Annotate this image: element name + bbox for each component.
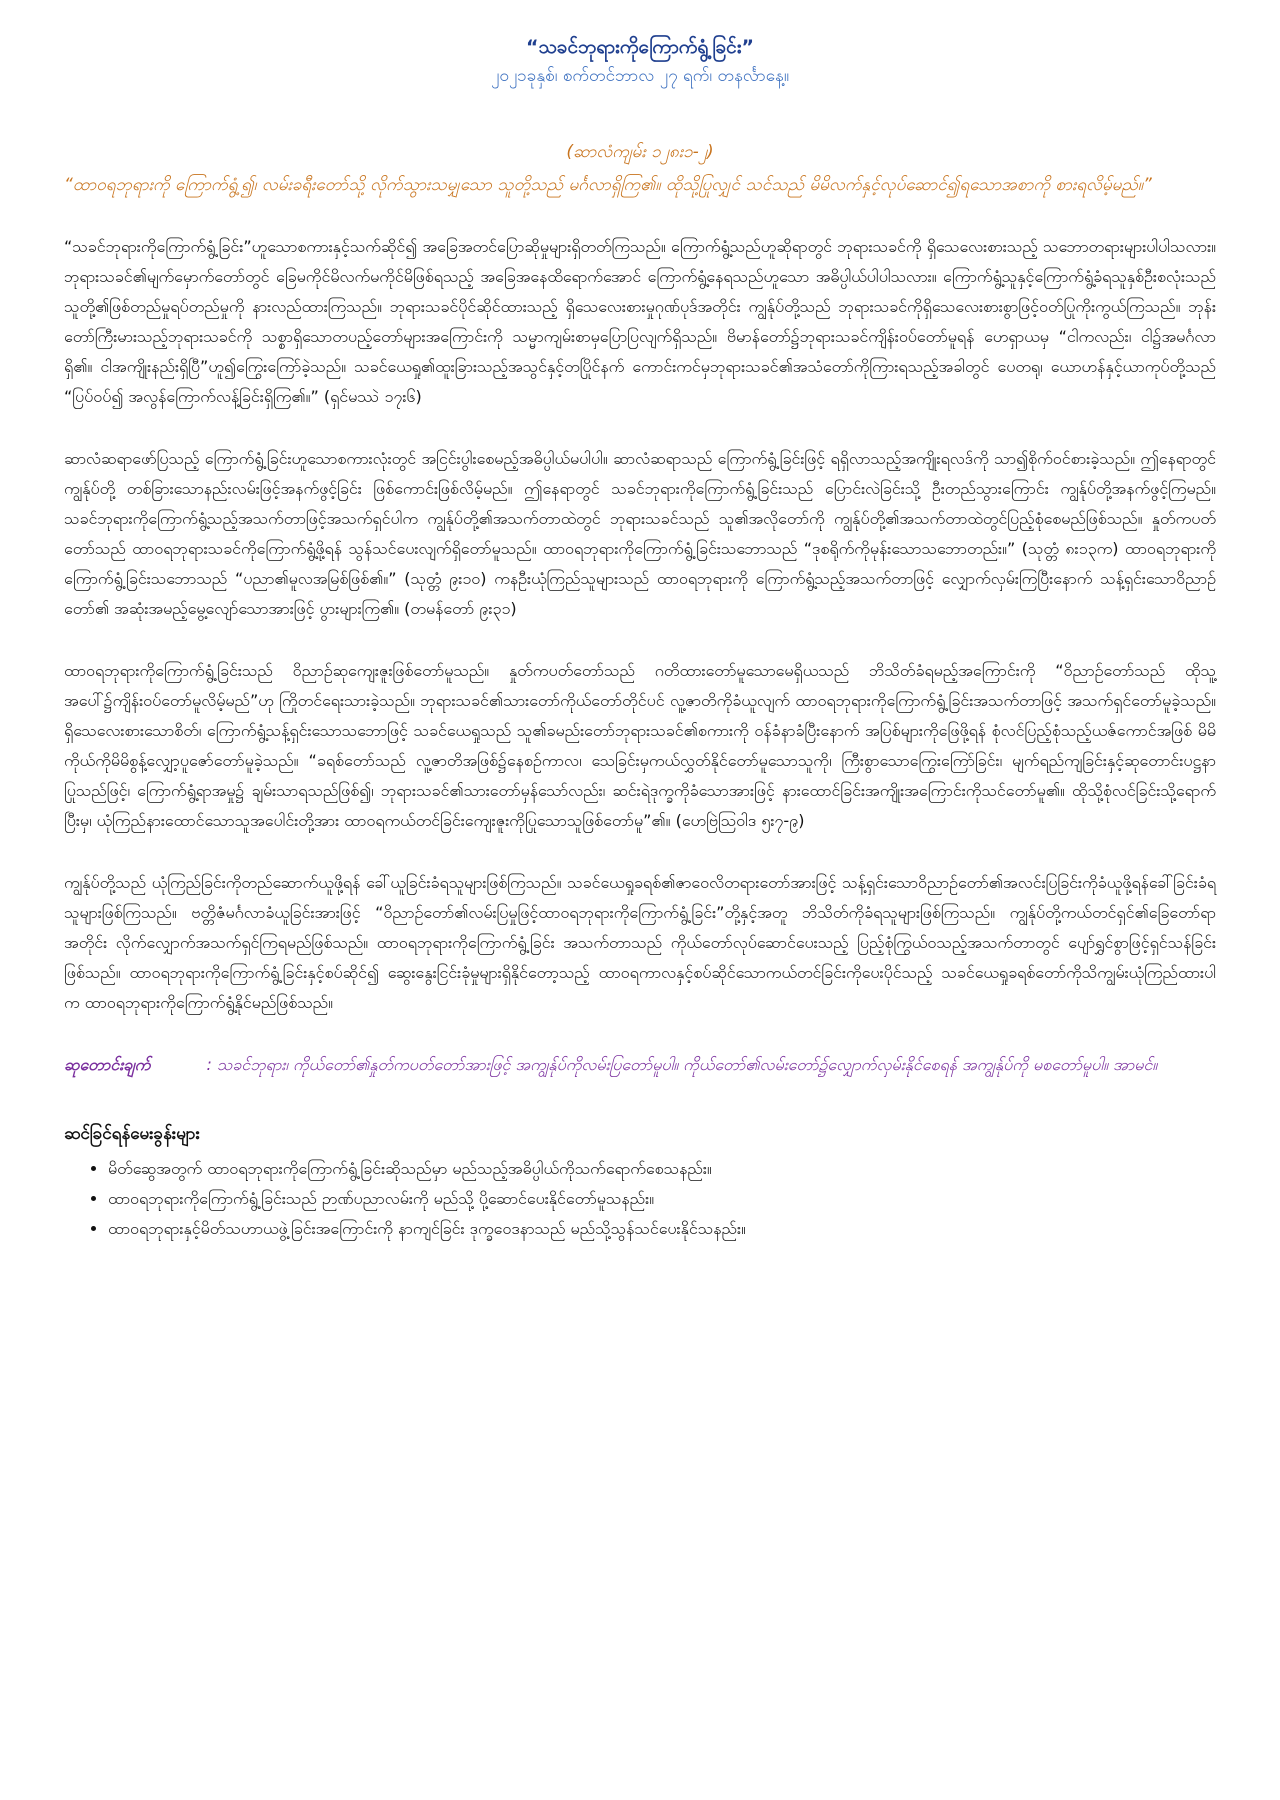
prayer xyxy=(64,1050,1216,1080)
list-item: • ထာဝရဘုရားနှင့်မိတ်သဟာယဖွဲ့ခြင်းအကြောင်းကို နာကျင်ခြင်း ဒုက္ခဝေဒနာသည် မည်သို့သွန်သင်ပေးနိုင်သနည်း။ xyxy=(108,1214,1216,1244)
body-paragraph-4: ကျွန်ုပ်တို့သည် ယုံကြည်ခြင်းကိုတည်ဆောက်ယူဖို့ရန် ခေါ်ယူခြင်းခံရသူများဖြစ်ကြသည်။ သခင်ယေရှုခရစ်၏ဇာဝေလိတရားတော်အားဖြင့် သန့်ရှင်းသောဝိညာဉ်တော်၏အလင်းပြခြင်းကိုခံယူဖို့ရန်ခေါ်ခြင်းခံရသူများဖြစ်ကြသည်။ ဗတ္တိဇံမင်္ဂလာခံယူခြင်းအားဖြင့် “ဝိညာဉ်တော်၏လမ်းပြမှုဖြင့်ထာဝရဘုရားကိုကြောက်ရွံ့ခြင်း”တို့နှင့်အတူ ဘိသိတ်ကိုခံရသူများဖြစ်ကြသည်။ ကျွန်ုပ်တို့ကယ်တင်ရှင်၏ခြေတော်ရာအတိုင်း လိုက်လျှောက်အသက်ရှင်ကြရမည်ဖြစ်သည်။ ထာဝရဘုရားကိုကြောက်ရွံ့ခြင်း အသက်တာသည် ကိုယ်တော်လုပ်ဆောင်ပေးသည့် ပြည့်စုံကြွယ်ဝသည့်အသက်တာတွင် ပျော်ရွှင်စွာဖြင့်ရှင်သန်ခြင်းဖြစ်သည်။ ထာဝရဘုရားကိုကြောက်ရွံ့ခြင်းနှင့်စပ်ဆိုင်၍ ဆွေးနွေးငြင်းခုံမှုများရှိနိုင်တော့သည့် ထာဝရကာလနှင့်စပ်ဆိုင်သောကယ်တင်ခြင်းကိုပေးပိုင်သည့် သခင်ယေရှုခရစ်တော်ကိုသိကျွမ်းယုံကြည်ထားပါက ထာဝရဘုရားကိုကြောက်ရွံ့နိုင်မည်ဖြစ်သည်။ xyxy=(64,873,1216,1012)
verse-text: “ထာဝရဘုရားကို ကြောက်ရွံ့၍၊ လမ်းခရီးတော်သို့ လိုက်သွားသမျှသော သူတို့သည် မင်္ဂလာရှိကြ၏။ ထိုသို့ပြုလျှင် သင်သည် မိမိလက်နှင့်လုပ်ဆောင်၍ရသောအစာကို စားရလိမ့်မည်။” xyxy=(64,175,1152,195)
devotion-title: “သခင်ဘုရားကိုကြောက်ရွံ့ခြင်း” xyxy=(525,36,755,58)
body-paragraph-2: ဆာလံဆရာဖော်ပြသည့် ကြောက်ရွံ့ခြင်းဟူသောစကားလုံးတွင် အငြင်းပွါးစေမည့်အဓိပ္ပါယ်မပါပါ။ ဆာလံဆရာသည် ကြောက်ရွံ့ခြင်းဖြင့် ရရှိလာသည့်အကျိုးရလဒ်ကို သာ၍စိုက်ဝင်စားခဲ့သည်။ ဤနေရာတွင် ကျွန်ုပ်တို့ တစ်ခြားသောနည်းလမ်းဖြင့်အနက်ဖွင့်ခြင်း ဖြစ်ကောင်းဖြစ်လိမ့်မည်။ ဤနေရာတွင် သခင်ဘုရားကိုကြောက်ရွံ့ခြင်းသည် ပြောင်းလဲခြင်းသို့ ဦးတည်သွားကြောင်း ကျွန်ုပ်တို့အနက်ဖွင့်ကြမည်။ သခင်ဘုရားကိုကြောက်ရွံ့သည့်အသက်တာဖြင့်အသက်ရှင်ပါက ကျွန်ုပ်တို့၏အသက်တာထဲတွင် ဘုရားသခင်သည် သူ၏အလိုတော်ကို ကျွန်ုပ်တို့၏အသက်တာထဲတွင်ပြည့်စုံစေမည်ဖြစ်သည်။ နှုတ်ကပတ်တော်သည် ထာဝရဘုရားသခင်ကိုကြောက်ရွံ့ဖို့ရန် သွန်သင်ပေးလျက်ရှိတော်မူသည်။ ထာဝရဘုရားကိုကြောက်ရွံ့ခြင်းသဘောသည် “ဒုစရိုက်ကိုမုန်းသောသဘောတည်း။” (သုတ္တံ ၈း၁၃က) ထာဝရဘုရားကိုကြောက်ရွံ့ခြင်းသဘောသည် “ပညာ၏မူလအမြစ်ဖြစ်၏။” (သုတ္တံ ၉း၁၀) ကနဦးယုံကြည်သူများသည် ထာဝရဘုရားကို ကြောက်ရွံ့သည့်အသက်တာဖြင့် လျှောက်လှမ်းကြပြီးနောက် သန့်ရှင်းသောဝိညာဉ်တော်၏ အဆုံးအမည့်မွေ့လျော်သောအားဖြင့် ပွားများကြ၏။ (တမန်တော် ၉း၃၁) xyxy=(64,449,1216,618)
verse-reference: (ဆာလံကျမ်း ၁၂၈း၁-၂) xyxy=(566,142,714,162)
body-paragraph-3: ထာဝရဘုရားကိုကြောက်ရွံ့ခြင်းသည် ဝိညာဉ်ဆုကျေးဇူးဖြစ်တော်မူသည်။ နှုတ်ကပတ်တော်သည် ဂတိထားတော်မူသောမေရှိယသည် ဘိသိတ်ခံရမည့်အကြောင်းကို “ဝိညာဉ်တော်သည် ထိုသူ့အပေါ်၌ကျိန်းဝပ်တော်မူလိမ့်မည်”ဟု ကြိုတင်ရေးသားခဲ့သည်။ ဘုရားသခင်၏သားတော်ကိုယ်တော်တိုင်ပင် လူ့ဇာတိကိုခံယူလျက် ထာဝရဘုရားကိုကြောက်ရွံ့ခြင်းအသက်တာဖြင့် အသက်ရှင်တော်မူခဲ့သည်။ ရှိသေလေးစားသောစိတ်၊ ကြောက်ရွံ့သန့်ရှင်းသောသဘောဖြင့် သခင်ယေရှုသည် သူ၏ခမည်းတော်ဘုရားသခင်၏စကားကို ဝန်ခံနာခံပြီးနောက် အပြစ်များကိုဖြေဖို့ရန် စုံလင်ပြည့်စုံသည့်ယဇ်ကောင်အဖြစ် မိမိကိုယ်ကိုမိမိစွန့်လျှော့ပူဇော်တော်မူခဲ့သည်။ “ခရစ်တော်သည် လူ့ဇာတိအဖြစ်၌နေစဉ်ကာလ၊ သေခြင်းမှကယ်လွှတ်နိုင်တော်မူသောသူကို၊ ကြီးစွာသောကြွေးကြော်ခြင်း၊ မျက်ရည်ကျခြင်းနှင့်ဆုတောင်းပဋ္ဌနာပြုသည်ဖြင့်၊ ကြောက်ရွံ့ရာအမှု၌ ချမ်းသာရသည်ဖြစ်၍၊ ဘုရားသခင်၏သားတော်မှန်သော်လည်း၊ ဆင်းရဲဒုက္ခကိုခံသောအားဖြင့် နားထောင်ခြင်းအကျိုးအကြောင်းကိုသင်တော်မူ၏။ ထိုသို့စုံလင်ခြင်းသို့ရောက်ပြီးမှ၊ ယုံကြည်နားထောင်သောသူအပေါင်းတို့အား ထာဝရကယ်တင်ခြင်းကျေးဇူးကိုပြုသောသူဖြစ်တော်မူ”၏။ (ဟေဗြဲဩဝါဒ ၅း၇-၉) xyxy=(64,661,1216,830)
list-item: • ထာဝရဘုရားကိုကြောက်ရွံ့ခြင်းသည် ဉာဏ်ပညာလမ်းကို မည်သို့ ပို့ဆောင်ပေးနိုင်တော်မူသနည်း။ xyxy=(108,1184,1216,1214)
questions-heading: ဆင်ခြင်ရန်မေးခွန်းများ xyxy=(64,1124,200,1144)
devotion-date: ၂၀၂၁ခုနှစ်၊ စက်တင်ဘာလ ၂၇ ရက်၊ တနင်္လာနေ့။ xyxy=(491,66,789,86)
body-paragraph-1: “သခင်ဘုရားကိုကြောက်ရွံ့ခြင်း”ဟူသောစကားနှင့်သက်ဆိုင်၍ အခြေအတင်ပြောဆိုမှုများရှိတတ်ကြသည်။ ကြောက်ရွံ့သည်ဟူဆိုရာတွင် ဘုရားသခင်ကို ရှိသေလေးစားသည့် သဘောတရားများပါပါသလား။ ဘုရားသခင်၏မျက်မှောက်တော်တွင် ခြေမကိုင်မိလက်မကိုင်မိဖြစ်ရသည့် အခြေအနေထိရောက်အောင် ကြောက်ရွံ့နေရသည်ဟူသော အဓိပ္ပါယ်ပါပါသလား။ ကြောက်ရွံ့သူနှင့်ကြောက်ရွံ့ခံရသူနှစ်ဦးစလုံးသည် သူတို့၏ဖြစ်တည်မှုရပ်တည်မှုကို နားလည်ထားကြသည်။ ဘုရားသခင်ပိုင်ဆိုင်ထားသည့် ရှိသေလေးစားမှုဂုဏ်ပုဒ်အတိုင်း ကျွန်ုပ်တို့သည် ဘုရားသခင်ကိုရှိသေလေးစားစွာဖြင့်ဝတ်ပြုကိုးကွယ်ကြသည်။ ဘုန်းတော်ကြီးမားသည့်ဘုရားသခင်ကို သစ္စာရှိသောတပည့်တော်များအကြောင်းကို သမ္မာကျမ်းစာမှပြောပြလျက်ရှိသည်။ ဗိမာန်တော်၌ဘုရားသခင်ကျိန်းဝပ်တော်မူရန် ဟေရှာယမှ “ငါကလည်း၊ ငါ၌အမင်္ဂလာရှိ၏။ ငါအကျိုးနည်းရှိပြီ”ဟူ၍ကြွေးကြော်ခဲ့သည်။ သခင်ယေရှု၏ထူးခြားသည့်အသွင်နှင့်တပြိုင်နက် ကောင်းကင်မှဘုရားသခင်၏အသံတော်ကိုကြားရသည့်အခါတွင် ပေတရု၊ ယောဟန်နှင့်ယာကုပ်တို့သည် “ပြပ်ဝပ်၍ အလွန်ကြောက်လန့်ခြင်းရှိကြ၏။” (ရှင်မဿဲ ၁၇း၆) xyxy=(64,237,1216,406)
list-item: • မိတ်ဆွေအတွက် ထာဝရဘုရားကိုကြောက်ရွံ့ခြင်းဆိုသည်မှာ မည်သည့်အဓိပ္ပါယ်ကိုသက်ရောက်စေသနည်း။ xyxy=(108,1154,1216,1184)
prayer-text: : သခင်ဘုရား၊ ကိုယ်တော်၏နှုတ်ကပတ်တော်အားဖြင့် အကျွန်ုပ်ကိုလမ်းပြတော်မူပါ။ ကိုယ်တော်၏လမ်းတော်၌လျှောက်လှမ်းနိုင်စေရန် အကျွန်ုပ်ကို မစတော်မူပါ။ အာမင်။ xyxy=(206,1055,1158,1074)
questions-list xyxy=(64,1154,1216,1244)
prayer-label: ဆုတောင်းချက် xyxy=(64,1055,151,1074)
